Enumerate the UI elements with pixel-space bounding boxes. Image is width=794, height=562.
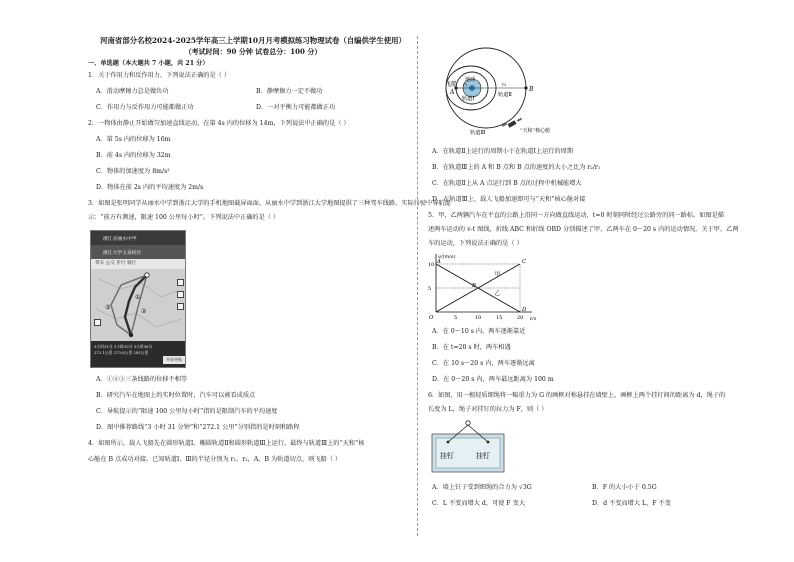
x-tick-label-15: 15 [496, 315, 503, 321]
point-label-d: D [522, 307, 527, 313]
space-station-icon [502, 118, 522, 128]
label-r2: r₂ [502, 82, 507, 88]
label-nail-right: 挂钉 [476, 452, 490, 460]
label-orbit-1: 轨道Ⅰ [462, 96, 475, 102]
q6-option-a: A．墙上钉子受到细绳的合力为 √3G [432, 484, 532, 491]
map-to-bar [91, 245, 186, 259]
map-route-times: 3小时31分 3小时35分 3小时38分 [94, 344, 153, 349]
x-tick-label-5: 5 [454, 315, 458, 321]
map-traffic-icon [177, 291, 184, 298]
label-r1: r₁ [463, 82, 468, 88]
x-tick-label-10: 10 [475, 315, 482, 321]
map-route-distances: 272.1公里 273.8公里 283公里 [94, 350, 149, 355]
page-title: 河南省部分名校2024-2025学年高三上学期10月月考模拟练习物理试卷（自编供学生使用） [100, 36, 406, 45]
q2-option-c: C．物体的加速度为 8m/s² [96, 168, 170, 175]
y-tick-label-10: 10 [428, 262, 435, 268]
series-label-yi: 乙 [494, 291, 501, 298]
q4-option-c: C．在轨道Ⅱ上从 A 点运行到 B 点的过程中机械能增大 [432, 180, 582, 187]
q2-option-b: B．前 4s 内的位移为 32m [96, 152, 171, 159]
y-tick-label-5: 5 [428, 286, 432, 292]
q2-option-d: D．物体在前 2s 内的平均速度为 2m/s [96, 184, 204, 191]
q3-stem-line1: 3．如图是张明同学从丽水中学到浙江大学的手机地图截屏面面，从丽水中学到浙江大学地图提供了三种驾车线路。实际行驶中导航提 [88, 200, 451, 207]
y-axis-label: v/(m/s) [438, 254, 456, 260]
point-label-c: C [522, 259, 527, 265]
map-from-text: 浙江省丽水中学 [103, 237, 137, 242]
nail-right [487, 441, 490, 444]
map-screenshot [90, 230, 186, 368]
route-label-2: ② [141, 308, 147, 315]
q3-option-a: A．①②③三条线路的位移不相等 [96, 376, 188, 383]
vt-chart [424, 252, 544, 324]
q6-option-d: D．d 不变而增大 L，F 不变 [592, 500, 671, 507]
q1-stem: 1．关于作用力和反作用力，下列说法正确的是（ ） [88, 72, 231, 79]
q6-stem-line1: 6．如图，用一根轻质细绳将一幅重力为 G 的画框对称悬挂在墙壁上，画框上两个挂钉间的距离为 d，绳子的 [428, 392, 726, 399]
label-orbit-3: 轨道Ⅲ [470, 130, 486, 136]
q5-option-d: D．在 0～20 s 内，两车最远距离为 100 m [432, 376, 554, 383]
q2-stem: 2．一物体由静止开始做匀加速直线运动，在第 4s 内的位移为 14m，下列说法中正确的是（ ） [88, 120, 350, 127]
q6-option-c: C．L 不变而增大 d，可使 F 变大 [432, 500, 526, 507]
q3-option-d: D．图中推荐路线“3 小时 31 分钟”和“272.1 公里”分别指的是时刻和路程 [96, 424, 300, 431]
wall-nail [466, 421, 470, 425]
q2-option-a: A．第 5s 内的位移为 16m [96, 136, 171, 143]
q3-option-b: B．研究汽车在地图上的实时位置时，汽车可以被看成质点 [96, 392, 256, 399]
q6-option-b: B．F 的大小小于 0.5G [592, 484, 657, 491]
x-axis-label: t/s [530, 316, 537, 322]
section-heading: 一、单选题（本大题共 7 小题，共 21 分） [88, 60, 209, 67]
map-routes-svg [91, 269, 186, 343]
series-label-jia: 甲 [494, 272, 501, 278]
map-end-marker [129, 333, 133, 337]
label-flyship: 飞船 [445, 81, 458, 88]
point-label-o: O [429, 315, 434, 321]
q1-option-d: D．一对平衡力可能都做正功 [256, 104, 336, 111]
label-nail-left: 挂钉 [440, 452, 454, 460]
map-start-marker [145, 273, 149, 277]
q5-option-b: B．在 t=20 s 时，两车相遇 [432, 344, 511, 351]
q3-stem-line2: 示：“前方有测速，限速 100 公里每小时”。下列说法中正确的是（ ） [88, 214, 280, 221]
label-orbit-2: 轨道Ⅱ [498, 92, 512, 98]
q4-option-d: D．在轨道Ⅲ上，载人飞船加速即可与“天和”核心舱对接 [432, 196, 586, 203]
map-zoom-icon [177, 303, 184, 310]
q4-stem-line1: 4．如图所示，载人飞船先在圆形轨道Ⅰ、椭圆轨道Ⅱ和圆形轨道Ⅲ上运行，最终与轨道Ⅲ上的“天和”核 [88, 440, 365, 447]
map-bottom-panel [91, 341, 186, 367]
map-mode-tabs: 驾车 公交 步行 骑行 [91, 259, 186, 269]
map-from-bar [91, 231, 186, 245]
q6-stem-line2: 长度为 L，绳子对挂钉的拉力为 F，则（ ） [428, 406, 548, 413]
label-point-b: B [529, 86, 534, 93]
map-layers-icon [177, 279, 184, 286]
route-label-3: ③ [105, 304, 111, 311]
q1-option-a: A．滑动摩擦力总是做负功 [96, 88, 169, 95]
start-navigation-button: 开始导航 [163, 356, 185, 364]
nail-left [447, 441, 450, 444]
q5-stem-line3: 车的运动，下列说法正确的是（ ） [428, 240, 523, 247]
q5-option-a: A．在 0～10 s 内，两车逐渐靠近 [432, 328, 526, 335]
picture-frame-diagram [430, 418, 510, 476]
map-locate-icon [94, 319, 101, 326]
label-earth: 地球 [465, 77, 476, 83]
q4-option-b: B．在轨道Ⅲ上的 A 和 B 点和 B 点的速度的大小之比为 r₂/r₁ [432, 164, 601, 171]
q4-option-a: A．在轨道Ⅱ上运行的周期小于在轨道Ⅰ上运行的周期 [432, 148, 574, 155]
page-subtitle: （考试时间：90 分钟 试卷总分：100 分） [184, 47, 322, 56]
q5-stem-line2: 述两车运动的 v-t 图线，折线 ABC 和折线 OBD 分别描述了甲、乙两车在 0～20 s 内的运动情况。关于甲、乙两 [428, 226, 739, 233]
point-b-dot [524, 86, 527, 89]
route-label-1: ① [135, 294, 141, 301]
x-tick-label-20: 20 [517, 315, 524, 321]
map-to-text: 浙江大学玉泉校区 [103, 251, 142, 256]
q5-stem-line1: 5．甲、乙两辆汽车在平直的公路上沿同一方向做直线运动，t=0 时刻同时经过公路旁的同一路标。如图是描 [428, 212, 724, 219]
point-label-b: B [472, 283, 476, 289]
label-point-a: A [450, 89, 455, 96]
q1-option-c: C．作用力与反作用力可能都做正功 [96, 104, 194, 111]
label-station: “天和”核心舱 [520, 128, 551, 134]
q4-stem-line2: 心舱在 B 点成功对接。已知轨道Ⅰ、Ⅲ的半径分别为 r₁、r₂，A、B 为轨道切点，则飞船（ ） [88, 456, 342, 463]
q3-option-c: C．导航提示的“限速 100 公里每小时”指的是限制汽车的平均速度 [96, 408, 278, 415]
q1-option-b: B．静摩擦力一定不做功 [256, 88, 323, 95]
point-label-a: A [437, 259, 441, 265]
column-divider [417, 36, 418, 536]
orbit-diagram [432, 42, 562, 138]
q5-option-c: C．在 10 s～20 s 内，两车逐渐远离 [432, 360, 535, 367]
